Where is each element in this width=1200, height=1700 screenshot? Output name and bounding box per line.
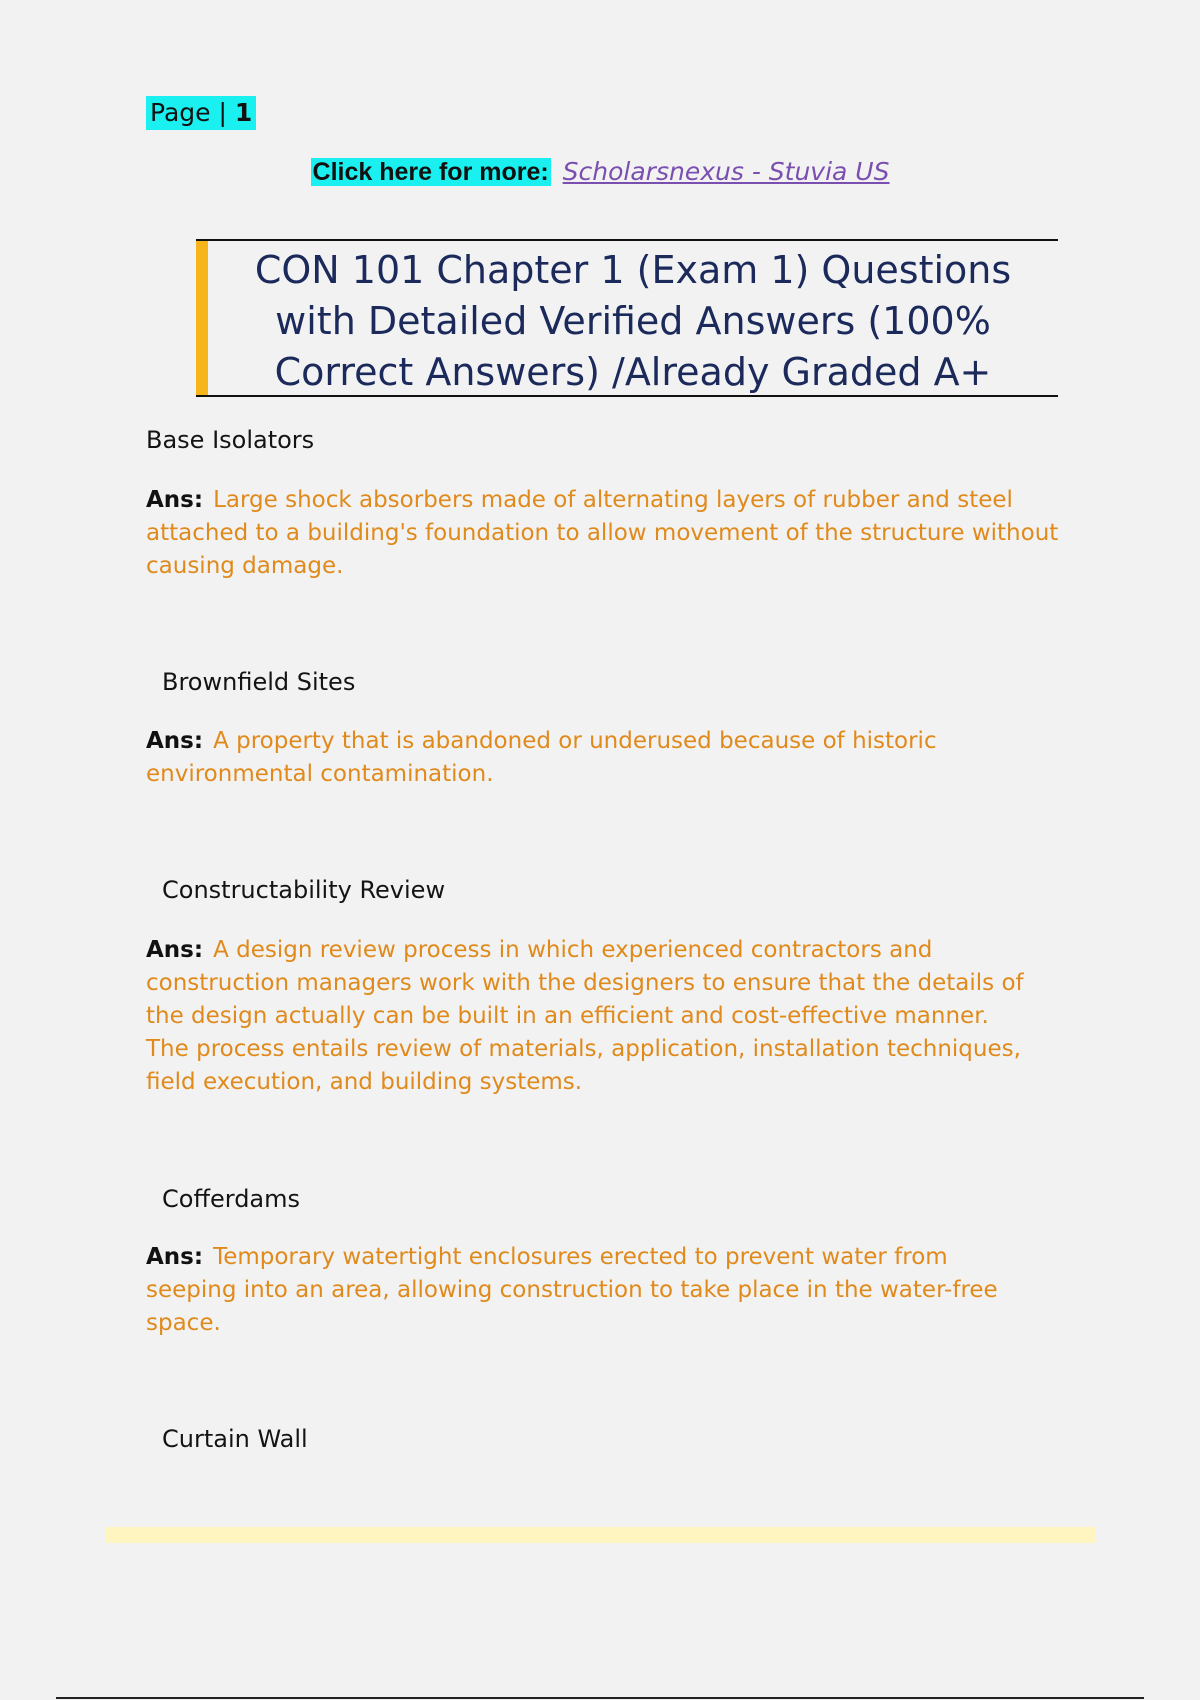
more-link-line: [0, 156, 1200, 188]
answer-label: Ans:: [146, 937, 204, 963]
answer-constructability-review: [146, 934, 1036, 1099]
term-constructability-review: Constructability Review: [162, 876, 446, 904]
term-base-isolators: Base Isolators: [146, 426, 315, 454]
more-lead-text: Click here for more:: [312, 158, 549, 186]
answer-text: A design review process in which experienced contractors and construction managers work with the designers to ensure that the details of the design actually can be built in an efficient and cost-effective manner. The process entails review of materials, application, installation techniques, field execution, and building systems.: [146, 937, 1024, 1095]
document-title: [208, 245, 1058, 398]
answer-label: Ans:: [146, 728, 204, 754]
bottom-divider: [56, 1697, 1144, 1699]
answer-brownfield-sites: [146, 725, 966, 791]
term-curtain-wall: Curtain Wall: [162, 1425, 308, 1453]
answer-base-isolators: [146, 484, 1066, 583]
answer-label: Ans:: [146, 487, 204, 513]
title-line-3: Correct Answers) /Already Graded A+: [274, 350, 992, 394]
stuvia-link[interactable]: Scholarsnexus - Stuvia US: [562, 157, 890, 186]
answer-label: Ans:: [146, 1244, 204, 1270]
term-brownfield-sites: Brownfield Sites: [162, 668, 356, 696]
answer-text: Large shock absorbers made of alternating layers of rubber and steel attached to a building's foundation to allow movement of the structure without causing damage.: [146, 487, 1059, 579]
title-line-2: with Detailed Verified Answers (100%: [275, 299, 991, 343]
page-number-label: [146, 96, 256, 130]
answer-text: Temporary watertight enclosures erected to prevent water from seeping into an area, allowing construction to take place in the water-free space.: [146, 1244, 998, 1336]
title-line-1: CON 101 Chapter 1 (Exam 1) Questions: [254, 248, 1012, 292]
answer-text: A property that is abandoned or underused because of historic environmental contamination.: [146, 728, 937, 787]
page-number-value: 1: [234, 98, 253, 127]
title-accent-bar: [196, 241, 208, 395]
highlight-strip: [106, 1527, 1096, 1543]
document-title-box: [196, 239, 1058, 397]
page-label-text: Page |: [150, 98, 235, 127]
answer-cofferdams: [146, 1241, 1006, 1340]
term-cofferdams: Cofferdams: [162, 1185, 301, 1213]
